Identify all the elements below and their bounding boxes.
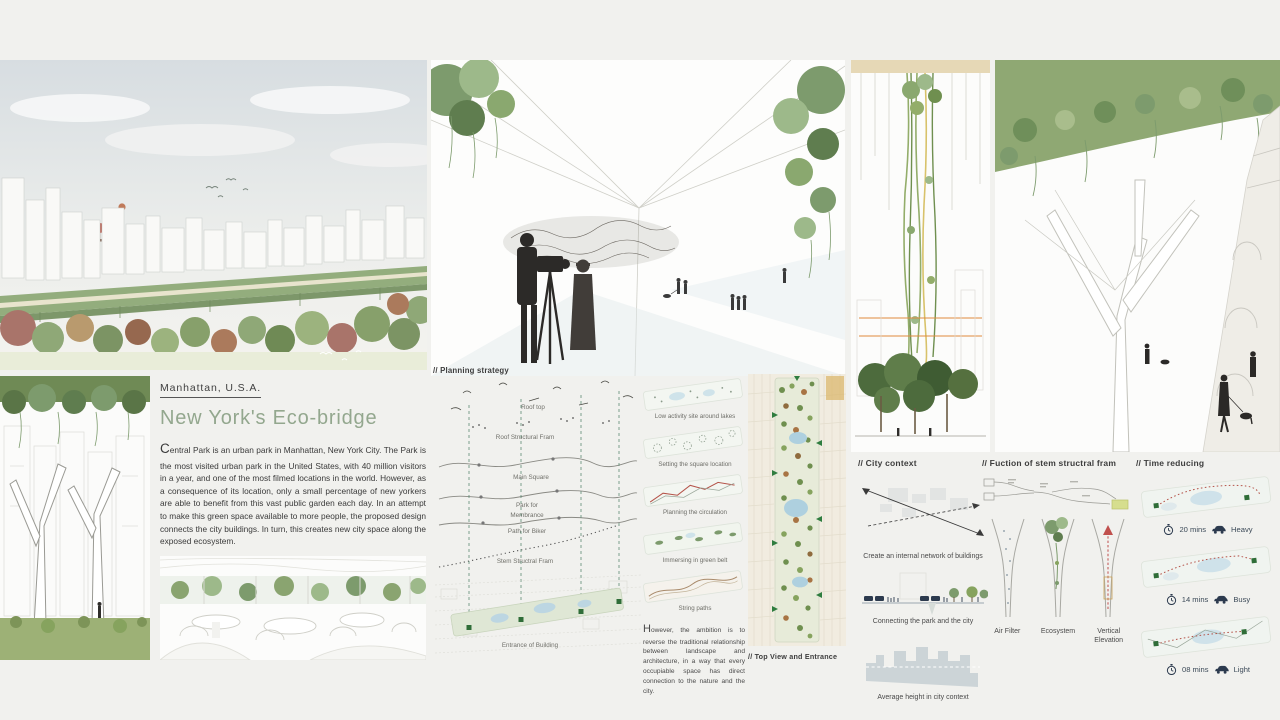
interior-illustration <box>160 556 426 660</box>
concept-strip <box>643 525 747 555</box>
stem-function-section <box>982 458 1134 646</box>
square-perspective-illustration <box>431 60 845 376</box>
clock-icon <box>1163 524 1174 535</box>
layer-label: Path for Biker <box>507 528 547 535</box>
location-label: Manhattan, U.S.A. <box>160 382 261 398</box>
concept-paragraph: However, the ambition is to reverse the traditional relationship between landscape and architecture, in a way that every occupiable space has direct connection to the nature and the city. <box>643 623 745 695</box>
time-row <box>1136 474 1280 535</box>
height-diagram <box>858 637 988 689</box>
concept-strip <box>643 381 747 411</box>
city-context-caption: Average height in city context <box>877 693 969 701</box>
concept-step-label: Planning the circulation <box>663 509 727 516</box>
network-diagram <box>858 476 988 552</box>
city-context-caption: Connecting the park and the city <box>872 618 974 626</box>
deck-band <box>851 60 990 73</box>
layer-label: Entrance of Building <box>501 642 559 649</box>
layer-label: Roof Structural Fram <box>495 434 555 441</box>
city-context-heading: // City context <box>858 458 917 468</box>
concept-step-label: Immersing in green belt <box>662 557 728 564</box>
city-context-section <box>858 458 988 702</box>
concept-steps-column <box>643 381 747 703</box>
flow-endpoint <box>1112 500 1128 509</box>
time-value: 20 mins <box>1179 525 1207 534</box>
time-value: 08 mins <box>1181 665 1209 674</box>
funnel-label: Ecosystem <box>1040 628 1076 635</box>
time-row <box>1136 614 1280 675</box>
time-value: 14 mins <box>1181 595 1209 604</box>
top-view-map <box>748 374 846 646</box>
time-reducing-heading: // Time reducing <box>1136 458 1205 468</box>
concept-strip <box>643 573 747 603</box>
car-icon <box>1211 525 1226 534</box>
clock-icon <box>1166 594 1177 605</box>
time-reducing-section <box>1136 458 1280 684</box>
top-view-map-section <box>748 374 846 661</box>
layer-label: Main Square <box>513 474 549 481</box>
project-title: New York's Eco-bridge <box>160 407 378 429</box>
stem-flow-diagram <box>982 475 1134 517</box>
planning-strategy-section <box>433 366 643 666</box>
project-description: Central Park is an urban park in Manhattan, New York City. The Park is the most visited urban park in the United States, with 40 million visitors in a year, and one of the most filmed locations in the world. However, as a consequence of its location, only a small percentage of new yorkers are able to benefit from this vast public garden each day. In an attempt to make this green space available to more people, the proposed design connects the city buildings. In turn, this creates new city space along the exposed ecosystem. <box>160 441 426 547</box>
map-highlight-block <box>826 376 844 400</box>
car-icon <box>1214 665 1229 674</box>
project-header <box>160 378 426 556</box>
tree-structure-illustration <box>0 376 150 660</box>
stem-funnel-mark <box>928 603 936 615</box>
stem-tower-illustration <box>851 60 990 452</box>
concept-strip <box>643 477 747 507</box>
bus-icon <box>864 596 940 601</box>
traffic-level: Light <box>1233 665 1251 674</box>
concept-step-label: String paths <box>678 605 712 612</box>
layer-label: Stem Structral Fram <box>496 558 554 565</box>
bridge-perspective-illustration <box>995 60 1280 452</box>
car-icon <box>1213 595 1228 604</box>
funnel-label: Vertical Elevation <box>1094 628 1124 645</box>
panorama-art <box>0 60 427 370</box>
layer-label: Roof top <box>521 404 545 411</box>
top-view-caption: // Top View and Entrance <box>748 652 838 661</box>
panorama-illustration <box>0 60 427 370</box>
air-particles <box>1003 530 1011 604</box>
stem-funnels <box>982 517 1134 621</box>
funnel-label: Air Filter <box>994 628 1021 635</box>
concept-step-label: Low activity site around lakes <box>654 413 736 420</box>
traffic-level: Heavy <box>1231 525 1253 534</box>
traffic-level: Busy <box>1233 595 1251 604</box>
stem-function-labels <box>982 627 1134 646</box>
planning-heading: // Planning strategy <box>433 366 509 375</box>
concept-strip <box>643 429 747 459</box>
clock-icon <box>1166 664 1177 675</box>
city-context-caption: Create an internal network of buildings <box>863 553 983 560</box>
layer-label: Park for Membrance <box>510 502 544 519</box>
stem-function-heading: // Fuction of stem structral fram <box>982 458 1117 468</box>
time-row <box>1136 544 1280 605</box>
elevation-arrow <box>1103 525 1113 609</box>
concept-step-label: Setting the square location <box>658 461 732 468</box>
connection-diagram <box>858 571 988 617</box>
